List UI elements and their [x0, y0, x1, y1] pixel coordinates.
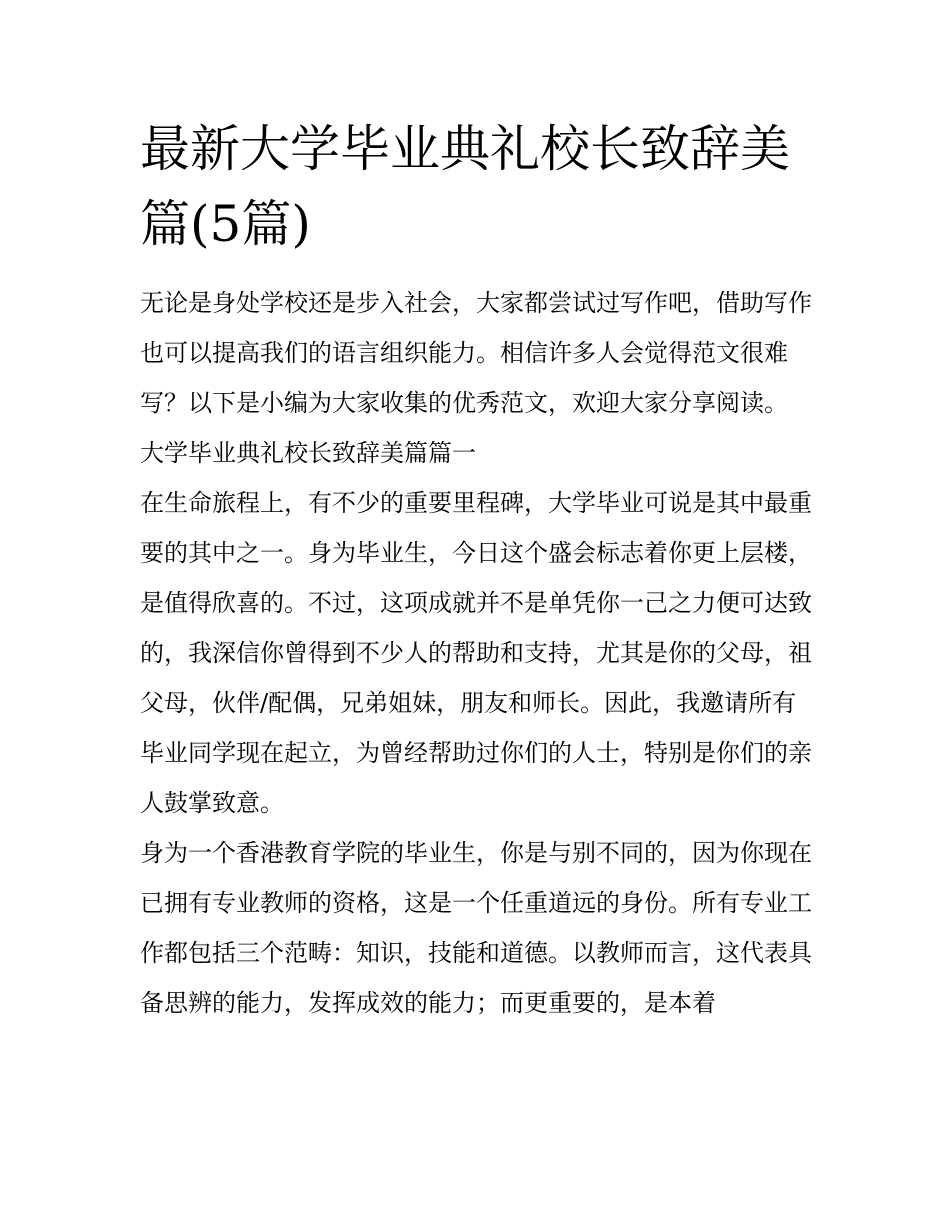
- body-paragraph: 身为一个香港教育学院的毕业生，你是与别不同的，因为你现在已拥有专业教师的资格，这是一个任重道远的身份。所有专业工作都包括三个范畴：知识，技能和道德。以教师而言，这代表具备思辨的能力，发挥成效的能力；而更重要的，是本着: [140, 839, 812, 1017]
- intro-paragraph: 无论是身处学校还是步入社会，大家都尝试过写作吧，借助写作也可以提高我们的语言组织能力。相信许多人会觉得范文很难写？以下是小编为大家收集的优秀范文，欢迎大家分享阅读。: [140, 289, 812, 417]
- body-paragraph: 在生命旅程上，有不少的重要里程碑，大学毕业可说是其中最重要的其中之一。身为毕业生，今日这个盛会标志着你更上层楼，是值得欣喜的。不过，这项成就并不是单凭你一己之力便可达致的，我深信你曾得到不少人的帮助和支持，尤其是你的父母，祖父母，伙伴/配偶，兄弟姐妹，朋友和师长。因此，我邀请所有毕业同学现在起立，为曾经帮助过你们的人士，特别是你们的亲人鼓掌致意。: [140, 489, 812, 817]
- document-body: [140, 278, 820, 1028]
- document-title: 最新大学毕业典礼校长致辞美篇(5篇): [140, 120, 790, 253]
- section-heading: 大学毕业典礼校长致辞美篇篇一: [140, 439, 476, 467]
